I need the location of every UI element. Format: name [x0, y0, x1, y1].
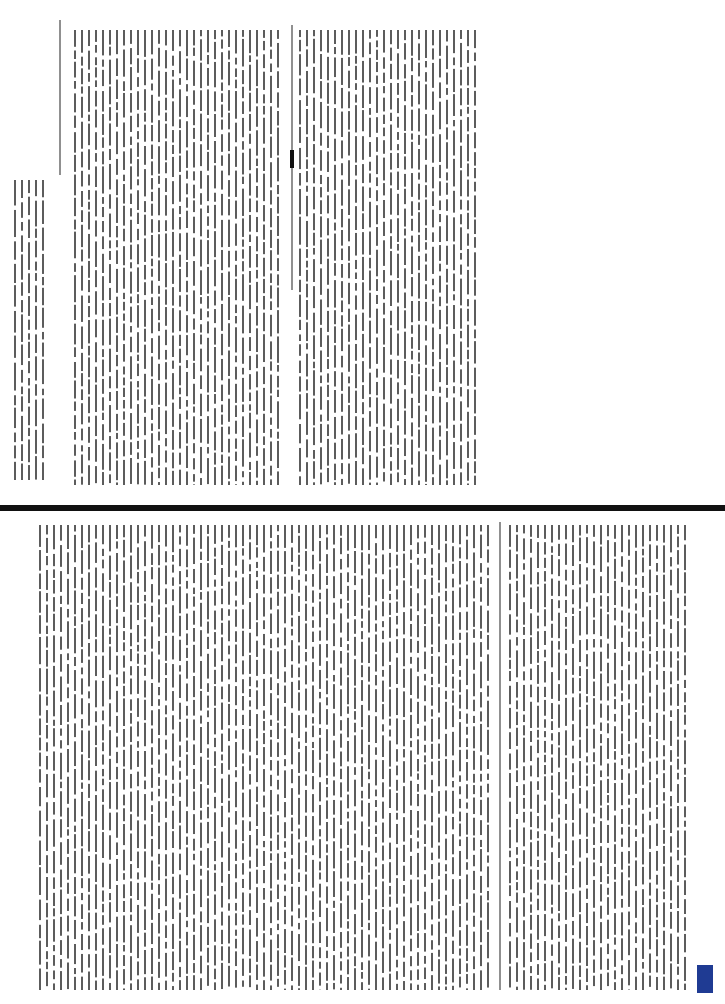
page-divider: [0, 505, 725, 511]
dfg-logo: [697, 965, 713, 993]
footer-credit: [696, 515, 714, 995]
bottom-page-text: [40, 525, 685, 990]
margin-mark: [290, 150, 294, 168]
top-page-text: [15, 30, 475, 485]
